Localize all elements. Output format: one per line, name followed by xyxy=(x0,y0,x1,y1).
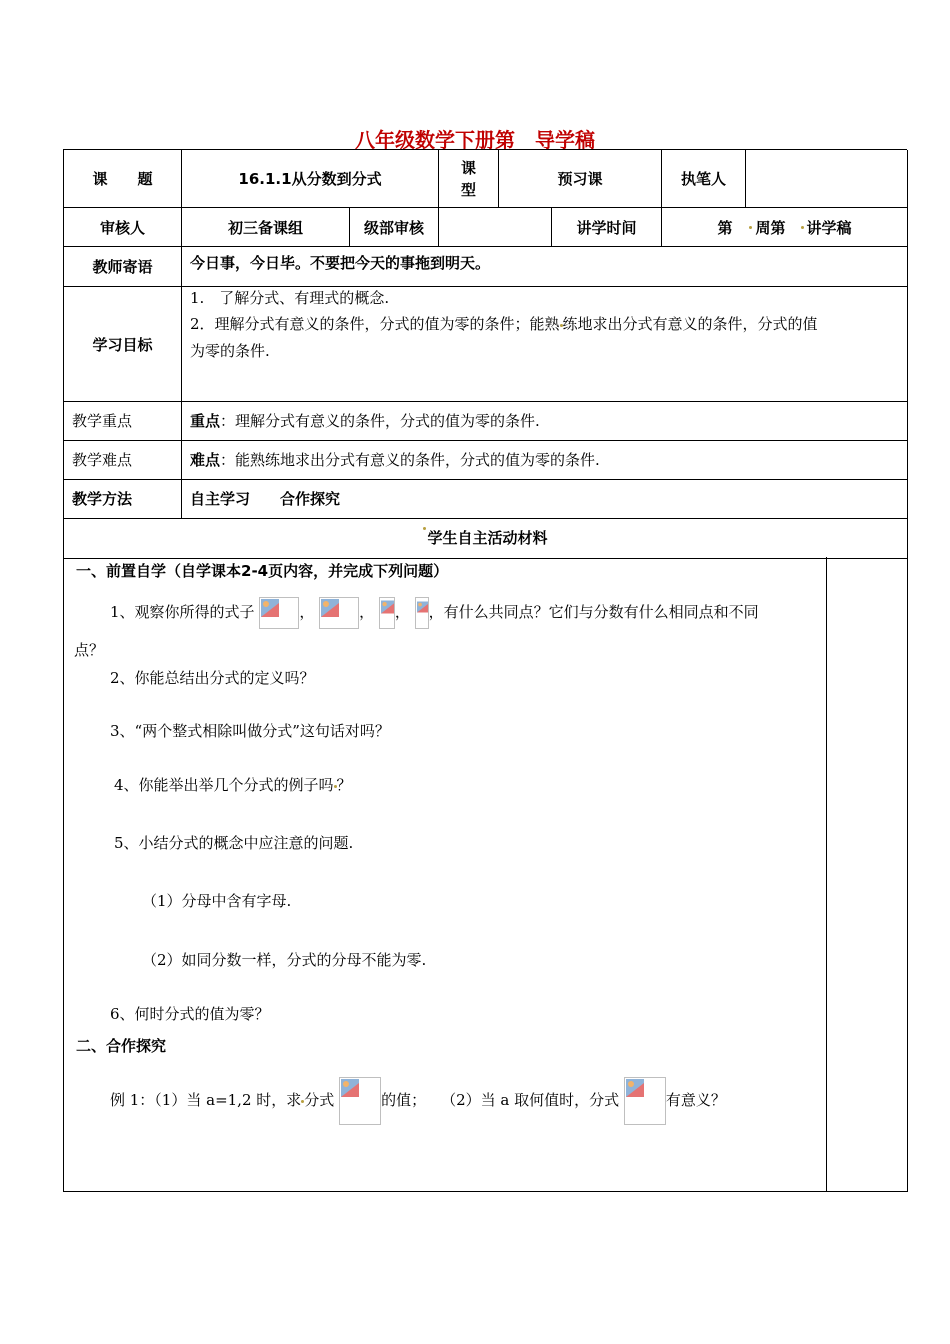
topic-value: 16.1.1从分数到分式 xyxy=(182,150,439,208)
question-2: 2、你能总结出分式的定义吗？ xyxy=(110,669,315,687)
topic-label: 课 题 xyxy=(64,150,182,208)
time-value-2: 周第 xyxy=(755,218,786,237)
time-value xyxy=(662,208,908,247)
image-placeholder-icon xyxy=(341,1079,359,1097)
goal-2-part-b: 练地求出分式有意义的条件，分式的值 xyxy=(562,315,818,333)
question-1-lead: 1、观察你所得的式子 xyxy=(110,603,255,621)
lesson-plan-table xyxy=(63,149,907,558)
question-1-rest: ，有什么共同点？它们与分数有什么相同点和不同 xyxy=(428,603,759,621)
type-label xyxy=(439,150,499,208)
dot-mark xyxy=(749,226,752,229)
time-value-3: 讲学稿 xyxy=(806,218,852,237)
question-1-end: 点？ xyxy=(74,641,105,659)
question-4 xyxy=(114,771,352,799)
materials-heading xyxy=(64,519,908,559)
hard-value xyxy=(182,441,908,480)
reviewer-label: 审核人 xyxy=(64,208,182,247)
type-label-text: 课型 xyxy=(460,158,476,199)
image-placeholder-icon xyxy=(321,599,339,617)
method-value xyxy=(182,480,908,519)
question-3: 3、“两个整式相除叫做分式”这句话对吗？ xyxy=(110,722,390,740)
message-label: 教师寄语 xyxy=(64,247,182,287)
hard-label-text: 教学难点 xyxy=(72,451,133,469)
materials-heading-text: 学生自主活动材料 xyxy=(427,529,548,547)
author-value xyxy=(746,150,908,208)
notes-column xyxy=(827,557,908,1192)
question-4-text: 4、你能举出举几个分式的例子吗 xyxy=(114,776,334,794)
key-prefix: 重点 xyxy=(190,412,221,430)
formula-image-5 xyxy=(339,1077,381,1125)
dot-mark xyxy=(801,226,804,229)
question-5: 5、小结分式的概念中应注意的问题. xyxy=(114,834,354,852)
formula-image-1 xyxy=(259,597,299,629)
method-label-text: 教学方法 xyxy=(72,490,133,508)
goals-label: 学习目标 xyxy=(64,287,182,402)
message-value xyxy=(182,247,908,287)
reviewer-value: 初三备课组 xyxy=(182,208,350,247)
formula-image-3 xyxy=(379,597,395,629)
key-body: ：理解分式有意义的条件，分式的值为零的条件. xyxy=(220,412,540,430)
self-study-content xyxy=(64,557,827,1192)
self-study-area xyxy=(63,557,907,1192)
goal-1: 1. 了解分式、有理式的概念. xyxy=(190,289,390,307)
example-1-mid: 的值； （2）当 a 取何值时，分式 xyxy=(381,1091,620,1109)
method-text: 自主学习 合作探究 xyxy=(190,490,341,508)
key-text xyxy=(190,407,540,435)
example-1-end: 有意义？ xyxy=(665,1091,726,1109)
goals-value xyxy=(182,287,908,402)
example-1 xyxy=(110,1077,726,1125)
page-title: 八年级数学下册第 导学稿 xyxy=(355,128,595,152)
question-5-point-1: （1）分母中含有字母. xyxy=(142,892,292,910)
type-value: 预习课 xyxy=(499,150,662,208)
key-label-text: 教学重点 xyxy=(72,412,133,430)
hard-prefix: 难点 xyxy=(190,451,221,469)
formula-image-6 xyxy=(624,1077,666,1125)
example-1-fraction-word: 分式 xyxy=(304,1091,335,1109)
goal-2 xyxy=(190,310,818,338)
question-1: 1、观察你所得的式子 ， ， ， ，有什么共同点？它们与分数有什么相同点和不同 xyxy=(110,597,759,629)
section-2-heading: 二、合作探究 xyxy=(76,1037,167,1055)
dept-label: 级部审核 xyxy=(350,208,439,247)
question-6: 6、何时分式的值为零？ xyxy=(110,1005,270,1023)
question-4-end: ？ xyxy=(336,776,352,794)
time-value-1: 第 xyxy=(717,218,733,237)
image-placeholder-icon xyxy=(626,1079,644,1097)
author-label: 执笔人 xyxy=(662,150,746,208)
question-5-point-2: （2）如同分数一样，分式的分母不能为零. xyxy=(142,951,427,969)
image-placeholder-icon xyxy=(381,599,394,615)
dept-value xyxy=(439,208,552,247)
method-label xyxy=(64,480,182,519)
time-label: 讲学时间 xyxy=(552,208,662,247)
section-1-heading: 一、前置自学（自学课本2-4页内容，并完成下列问题） xyxy=(76,562,449,580)
hard-text xyxy=(190,446,600,474)
image-placeholder-icon xyxy=(417,599,428,615)
message-text: 今日事，今日毕。不要把今天的事拖到明天。 xyxy=(190,254,491,272)
example-1-lead: 例 1：（1）当 a=1,2 时，求 xyxy=(110,1091,302,1109)
key-label xyxy=(64,402,182,441)
dot-mark xyxy=(423,527,426,530)
hard-label xyxy=(64,441,182,480)
formula-image-4 xyxy=(415,597,429,629)
hard-body: ：能熟练地求出分式有意义的条件，分式的值为零的条件. xyxy=(220,451,600,469)
image-placeholder-icon xyxy=(261,599,279,617)
formula-image-2 xyxy=(319,597,359,629)
key-value xyxy=(182,402,908,441)
goal-3: 为零的条件. xyxy=(190,342,270,360)
goal-2-part-a: 2．理解分式有意义的条件，分式的值为零的条件；能熟 xyxy=(190,315,560,333)
